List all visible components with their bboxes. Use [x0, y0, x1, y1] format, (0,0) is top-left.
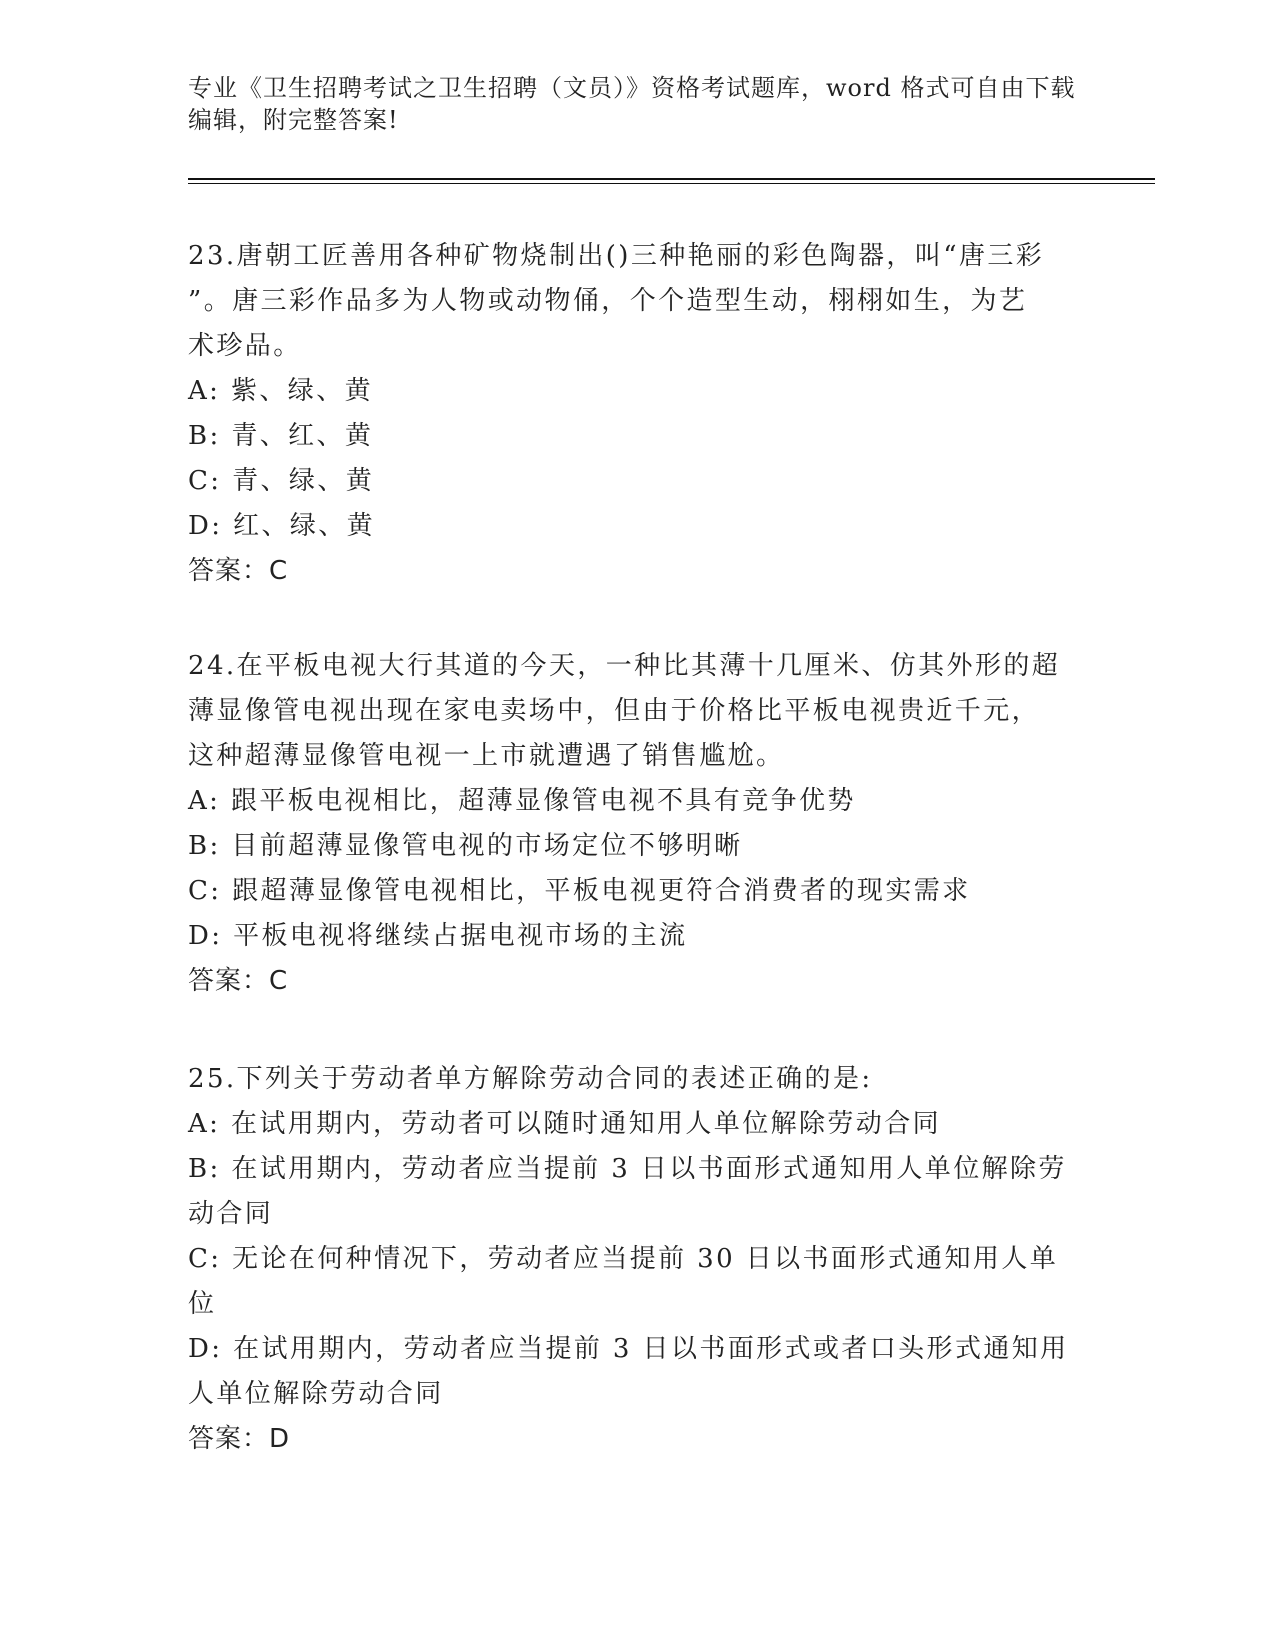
- option-d: D: 平板电视将继续占据电视市场的主流: [188, 921, 688, 951]
- option-a: A: 在试用期内，劳动者可以随时通知用人单位解除劳动合同: [188, 1109, 942, 1139]
- question-24: [188, 644, 1088, 1004]
- option-c: C: 青、绿、黄: [188, 466, 375, 496]
- option-b: B: 目前超薄显像管电视的市场定位不够明晰: [188, 831, 743, 861]
- answer-line: 答案：C: [188, 966, 289, 996]
- page-header: [188, 72, 1088, 136]
- option-d: D: 红、绿、黄: [188, 511, 376, 541]
- option-b: B: 在试用期内，劳动者应当提前 3 日以书面形式通知用人单位解除劳: [188, 1154, 1067, 1184]
- option-c: C: 无论在何种情况下，劳动者应当提前 30 日以书面形式通知用人单: [188, 1244, 1059, 1274]
- question-stem-line: 薄显像管电视出现在家电卖场中，但由于价格比平板电视贵近千元，: [188, 696, 1041, 726]
- question-stem-line: 25.下列关于劳动者单方解除劳动合同的表述正确的是:: [188, 1064, 873, 1094]
- answer-line: 答案：C: [188, 556, 289, 586]
- option-c-continued: 位: [188, 1289, 217, 1319]
- option-d: D: 在试用期内，劳动者应当提前 3 日以书面形式或者口头形式通知用: [188, 1334, 1069, 1364]
- question-stem-line: 术珍品。: [188, 331, 302, 361]
- question-stem-line: ”。唐三彩作品多为人物或动物俑，个个造型生动，栩栩如生，为艺: [188, 286, 1028, 316]
- option-d-continued: 人单位解除劳动合同: [188, 1379, 444, 1409]
- question-stem-line: 这种超薄显像管电视一上市就遭遇了销售尴尬。: [188, 741, 785, 771]
- header-line-2: 编辑，附完整答案!: [188, 106, 399, 134]
- header-line-1: 专业《卫生招聘考试之卫生招聘（文员）》资格考试题库，word 格式可自由下载: [188, 74, 1076, 102]
- question-stem-line: 24.在平板电视大行其道的今天，一种比其薄十几厘米、仿其外形的超: [188, 651, 1061, 681]
- option-b-continued: 动合同: [188, 1199, 274, 1229]
- option-a: A: 紫、绿、黄: [188, 376, 374, 406]
- header-divider-thin: [188, 183, 1155, 184]
- header-divider-thick: [188, 178, 1155, 180]
- option-b: B: 青、红、黄: [188, 421, 374, 451]
- option-a: A: 跟平板电视相比，超薄显像管电视不具有竞争优势: [188, 786, 856, 816]
- question-25: [188, 1057, 1088, 1462]
- option-c: C: 跟超薄显像管电视相比，平板电视更符合消费者的现实需求: [188, 876, 971, 906]
- answer-line: 答案：D: [188, 1424, 291, 1454]
- question-23: [188, 234, 1088, 594]
- question-stem-line: 23.唐朝工匠善用各种矿物烧制出()三种艳丽的彩色陶器，叫“唐三彩: [188, 241, 1045, 271]
